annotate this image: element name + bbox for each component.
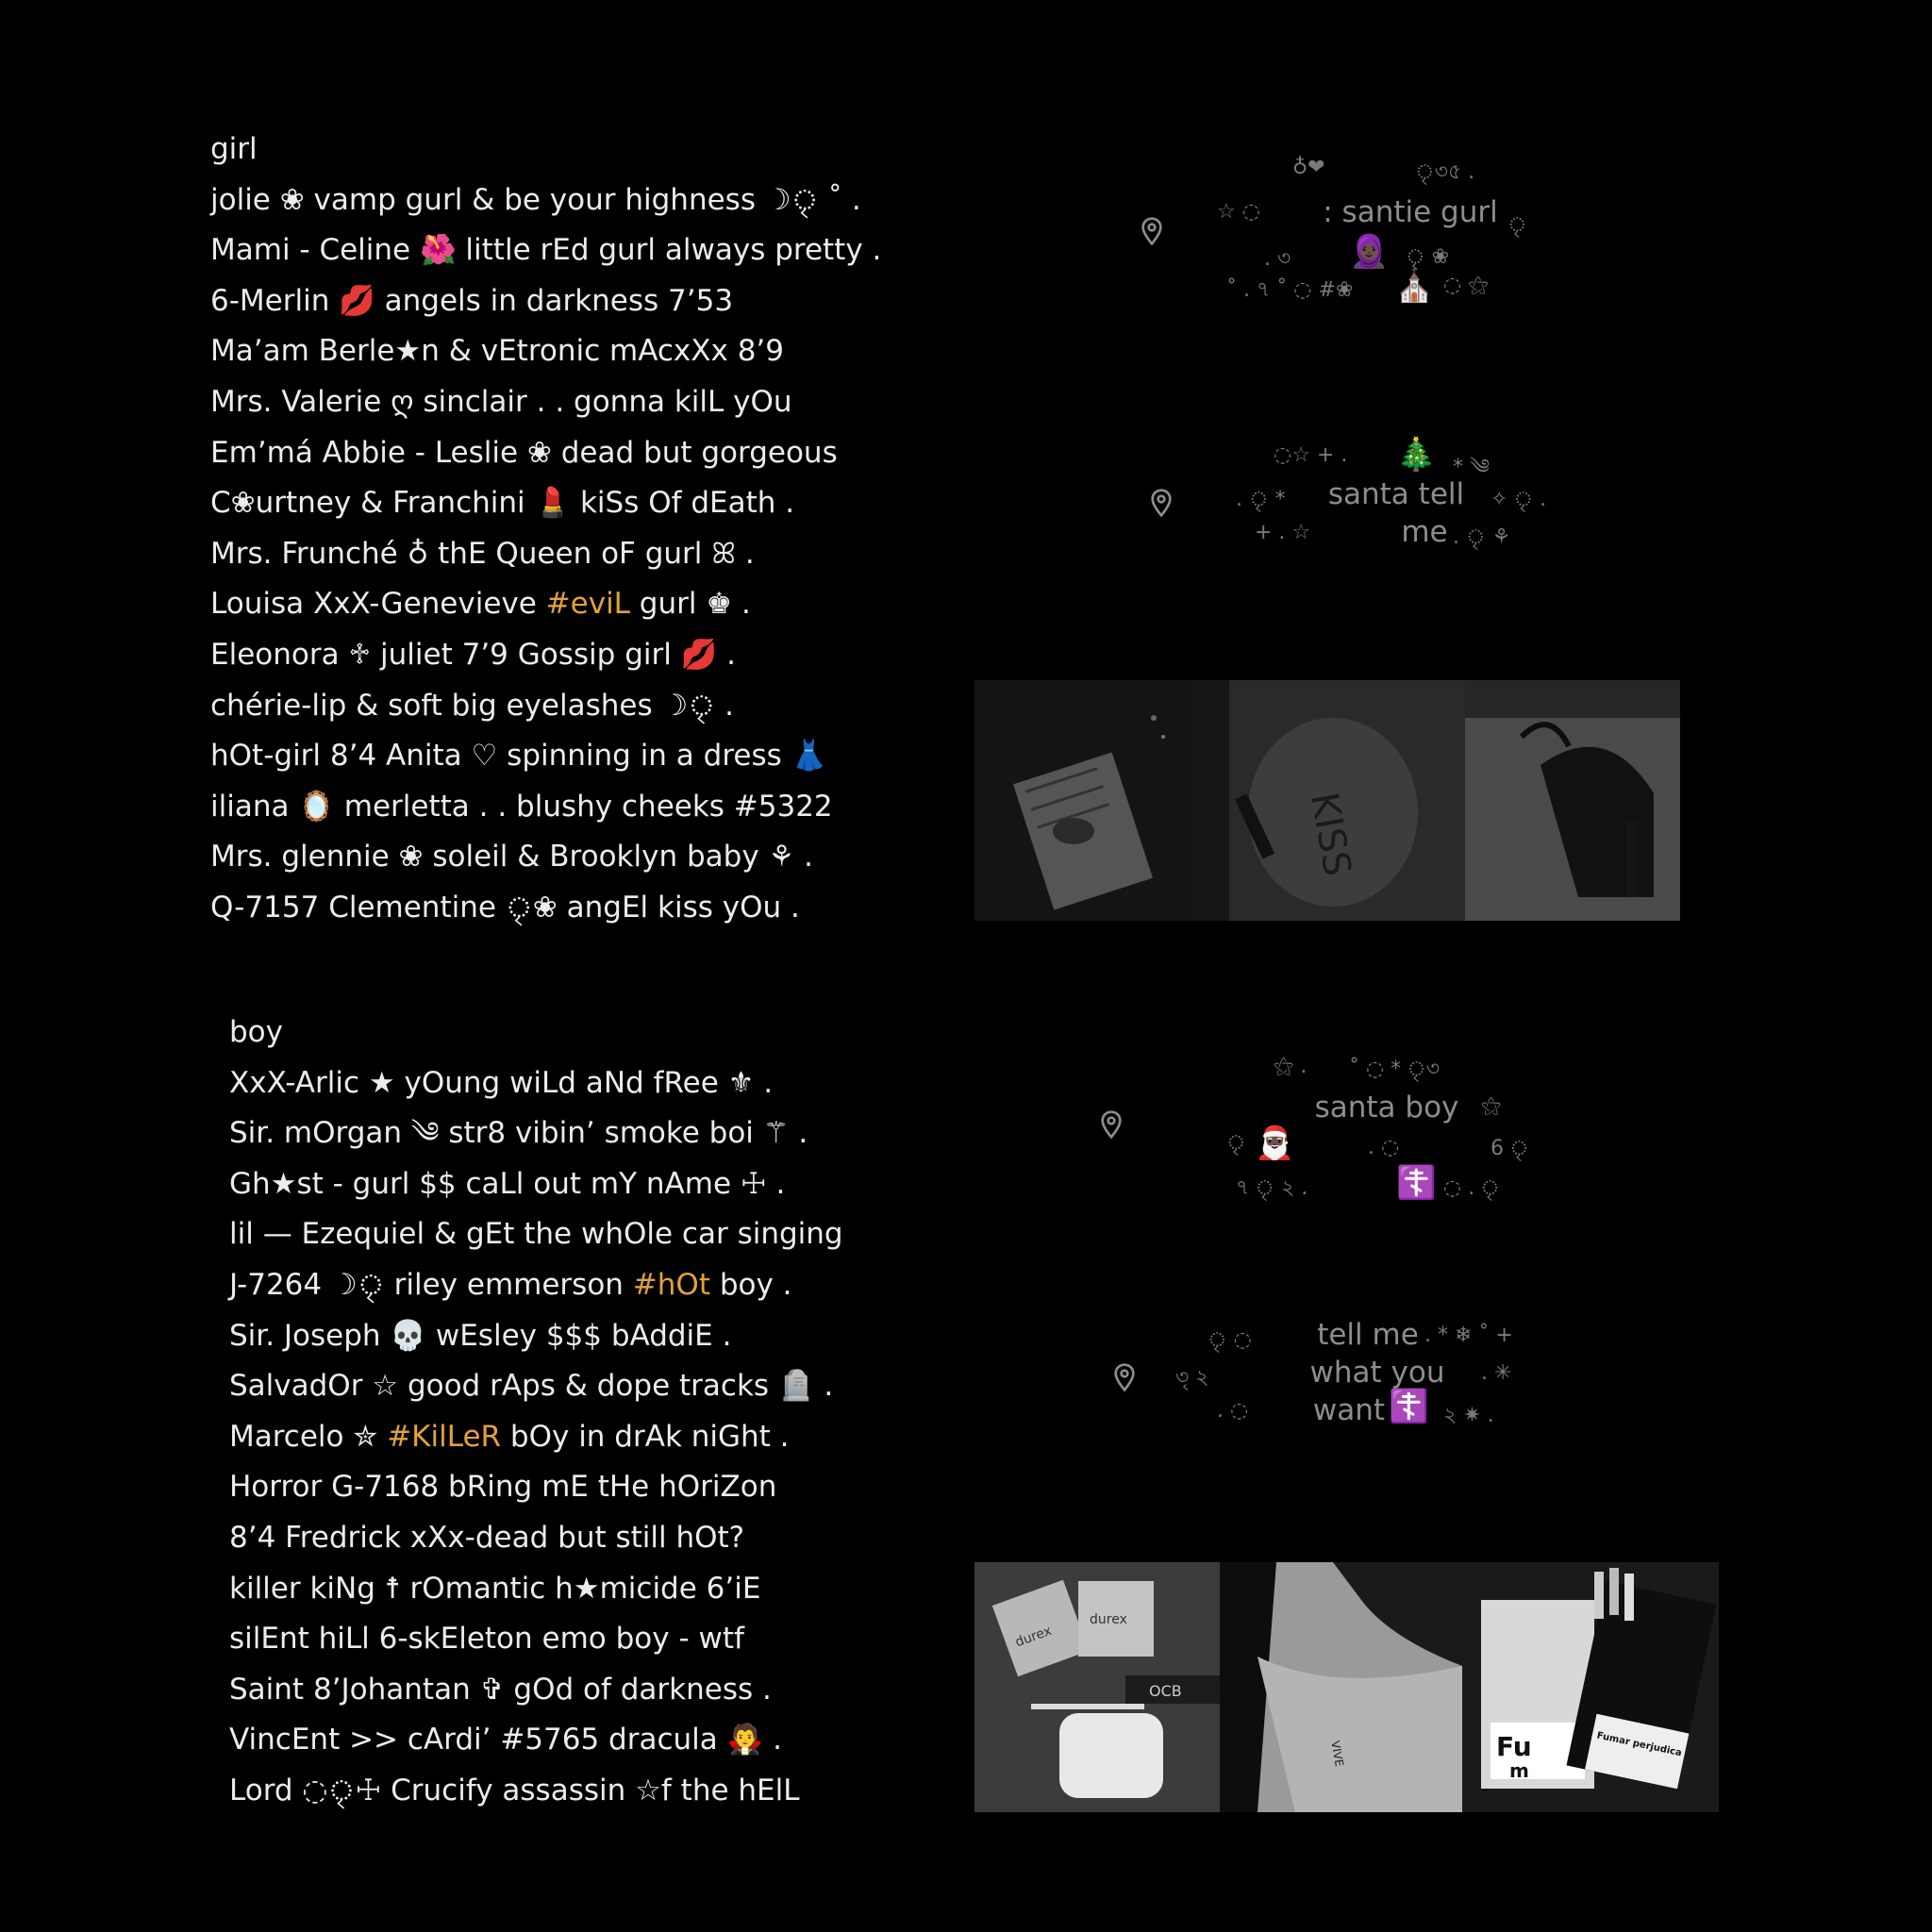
item-text: boy . <box>709 1267 792 1302</box>
santie-gurl-bubble[interactable] <box>1208 156 1547 316</box>
girl-list-item: Mrs. Frunché ♁ thE Queen oF gurl ꕤ . <box>210 536 755 571</box>
girl-list-item <box>210 579 881 630</box>
decoration-glyph: ৭ ৃ ২ . <box>1236 1176 1308 1200</box>
girl-list-item: chérie-lip & soft big eyelashes ☽ৃ . <box>210 688 734 723</box>
decoration-glyph: + . ☆ <box>1255 521 1311 544</box>
decoration-glyph: . ◌ <box>1217 1399 1249 1423</box>
tell-me-bubble[interactable] <box>1170 1316 1566 1448</box>
item-text: Marcelo ✮ <box>229 1419 388 1454</box>
santa-emoji: 🎅🏿 <box>1255 1124 1295 1162</box>
person-emoji: 🧕🏿 <box>1349 233 1390 271</box>
santa-tell-label-2: me <box>1401 515 1448 549</box>
bottom-photo-strip <box>974 1562 1719 1812</box>
boy-list-item: Sir. Joseph 💀 wEsley $$$ bAddiE . <box>229 1318 732 1353</box>
boy-list-item: XxX-Arlic ★ yOung wiLd aNd fRee ⚜ . <box>229 1065 774 1100</box>
boy-list-item: Horror G-7168 bRing mE tHe hOriZon <box>229 1470 777 1505</box>
boy-name-list <box>229 1008 843 1817</box>
decoration-glyph: ◌ . ৃ <box>1443 1176 1500 1200</box>
girl-list-item: jolie ❀ vamp gurl & be your highness ☽ৃ ˚ . <box>210 182 861 217</box>
tattoo-text: VIVE <box>1328 1740 1346 1768</box>
location-pin-icon[interactable] <box>1137 216 1167 246</box>
decoration-glyph: . ✳ <box>1481 1361 1512 1385</box>
boy-list-item <box>229 1412 843 1463</box>
girl-list-item: Em’má Abbie - Leslie ❀ dead but gorgeous <box>210 435 838 470</box>
decoration-glyph: ৃ <box>1507 213 1527 237</box>
decoration-glyph: ♁❤ <box>1292 156 1325 179</box>
girl-list-heading: girl <box>210 132 258 166</box>
decoration-glyph: ৃ ◌ <box>1208 1328 1252 1352</box>
boy-list-item: Gh★st - gurl $$ caLl out mY nAme ☩ . <box>229 1166 786 1201</box>
decoration-glyph: . ◌ৃ * <box>1236 488 1286 511</box>
boy-list-item: killer kiNg ☨ rOmantic h★micide 6’iE <box>229 1571 761 1606</box>
boy-list-item: silEnt hiLl 6-skEleton emo boy - wtf <box>229 1622 744 1657</box>
boy-list-item: lil — Ezequiel & gEt the whOle car singing <box>229 1217 843 1252</box>
pack-warning-text: Fumar perjudica <box>1595 1730 1683 1759</box>
hashtag-link[interactable]: #KilLeR <box>387 1419 502 1454</box>
girl-list-item: Ma’am Berle★n & vEtronic mAcxXx 8’9 <box>210 334 784 369</box>
santa-tell-label: santa tell <box>1327 477 1465 511</box>
decoration-glyph: ✧ ৃ . <box>1491 488 1547 511</box>
santa-boy-label: santa boy <box>1314 1091 1459 1124</box>
boy-list-item: Sir. mOrgan ༄ str8 vibin’ smoke boi ⚚ . <box>229 1116 808 1151</box>
location-pin-icon[interactable] <box>1109 1362 1140 1392</box>
packet-label: durex <box>1090 1612 1127 1627</box>
boy-list-item: SalvadOr ☆ good rAps & dope tracks 🪦 . <box>229 1369 834 1404</box>
girl-name-list <box>210 125 881 934</box>
hashtag-link[interactable]: #hOt <box>632 1267 710 1302</box>
boy-list-heading: boy <box>229 1015 283 1049</box>
girl-list-item: Q-7157 Clementine ৃ❀ angEl kiss yOu . <box>210 890 800 924</box>
girl-list-item: 6-Merlin 💋 angels in darkness 7’53 <box>210 283 734 318</box>
boy-list-item <box>229 1260 843 1311</box>
decoration-glyph: . * ❄ ˚ + <box>1424 1324 1513 1347</box>
item-text: gurl ♚ . <box>629 587 751 622</box>
decoration-glyph: ◌ৃ <box>1226 1131 1246 1155</box>
rolling-paper-label: OCB <box>1149 1682 1182 1700</box>
top-photo-strip <box>974 680 1680 921</box>
item-text: J-7264 ☽ৃ riley emmerson <box>229 1267 633 1302</box>
fishnet-tattoo-photo[interactable] <box>1220 1562 1462 1812</box>
decoration-glyph: ⚝ <box>1481 1094 1502 1118</box>
boy-list-item: Saint 8’Johantan ✞ gOd of darkness . <box>229 1672 772 1707</box>
decoration-glyph: . ◌ৃ ⚘ <box>1453 525 1511 549</box>
item-text: bOy in drAk niGht . <box>501 1419 790 1454</box>
item-text: Louisa XxX-Genevieve <box>210 587 546 622</box>
girl-list-item: Mrs. glennie ❀ soleil & Brooklyn baby ⚘ . <box>210 840 814 874</box>
durex-ocb-photo[interactable] <box>974 1562 1220 1812</box>
girl-list-item: Mami - Celine 🌺 little rEd gurl always pretty . <box>210 233 882 268</box>
decoration-glyph: ২ ✷ . <box>1443 1404 1494 1427</box>
heels-photo[interactable] <box>1465 680 1680 921</box>
boy-list-item: VincEnt >> cArdi’ #5765 dracula 🧛 . <box>229 1723 782 1757</box>
girl-list-item: Eleonora ♱ juliet 7’9 Gossip girl 💋 . <box>210 637 737 672</box>
orthodox-cross-emoji: ☦️ <box>1389 1388 1429 1425</box>
location-pin-icon[interactable] <box>1096 1109 1126 1140</box>
tell-me-label: tell me <box>1317 1318 1419 1352</box>
decoration-glyph: ⚝ . <box>1274 1055 1307 1078</box>
cigarette-pack-photo[interactable] <box>1462 1562 1719 1812</box>
santa-boy-bubble[interactable] <box>1208 1047 1566 1217</box>
girl-list-item: C❀urtney & Franchini 💄 kiSs Of dEath . <box>210 486 795 521</box>
christmas-tree-emoji: 🎄 <box>1396 436 1437 474</box>
pack-warning-text: m <box>1509 1759 1529 1782</box>
chapel-emoji: ⛪ <box>1394 267 1435 305</box>
decoration-glyph: . ◌ <box>1368 1136 1400 1159</box>
orthodox-cross-emoji: ☦️ <box>1396 1164 1437 1202</box>
decoration-glyph: ☆ ◌ <box>1217 200 1260 224</box>
pack-warning-text: Fu <box>1496 1731 1532 1762</box>
decoration-glyph: 6 ৃ <box>1491 1137 1529 1160</box>
tell-me-label-2: what you <box>1309 1356 1445 1390</box>
girl-list-item: Mrs. Valerie ღ sinclair . . gonna kilL yOu <box>210 384 792 419</box>
decoration-glyph: ˚ . ৭ ˚ ◌ #❀ <box>1226 278 1354 302</box>
location-pin-icon[interactable] <box>1146 488 1176 518</box>
santie-gurl-label: : santie gurl <box>1323 195 1498 229</box>
notebook-photo[interactable] <box>974 680 1191 921</box>
decoration-glyph: ৃ৩৫ . <box>1415 160 1475 184</box>
tell-me-label-3: want <box>1312 1393 1386 1427</box>
lipstick-writing-photo[interactable] <box>1191 680 1465 921</box>
decoration-glyph: ৃ ❀ <box>1406 245 1450 269</box>
girl-list-item: iliana 🪞 merletta . . blushy cheeks #5322 <box>210 789 833 824</box>
decoration-glyph: ৩ৃ ২ <box>1175 1366 1209 1390</box>
decoration-glyph: . ৩ <box>1264 247 1291 271</box>
decoration-glyph: ◌☆ + . <box>1274 443 1348 467</box>
girl-list-item: hOt-girl 8’4 Anita ♡ spinning in a dress 👗 <box>210 739 828 774</box>
hashtag-link[interactable]: #eviL <box>545 587 630 622</box>
svg-text:KISS: KISS <box>1301 789 1359 880</box>
decoration-glyph: ◌ ⚝ <box>1443 274 1489 297</box>
packet-label: durex <box>1013 1623 1055 1651</box>
boy-list-item: Lord ◌ৃ☩ Crucify assassin ☆f the hElL <box>229 1773 800 1807</box>
boy-list-item: 8’4 Fredrick xXx-dead but still hOt? <box>229 1520 745 1555</box>
decoration-glyph: ˚ ◌ * ৃ৩ <box>1349 1058 1441 1081</box>
santa-tell-me-bubble[interactable] <box>1226 436 1566 575</box>
decoration-glyph: * ༄ <box>1453 456 1491 479</box>
